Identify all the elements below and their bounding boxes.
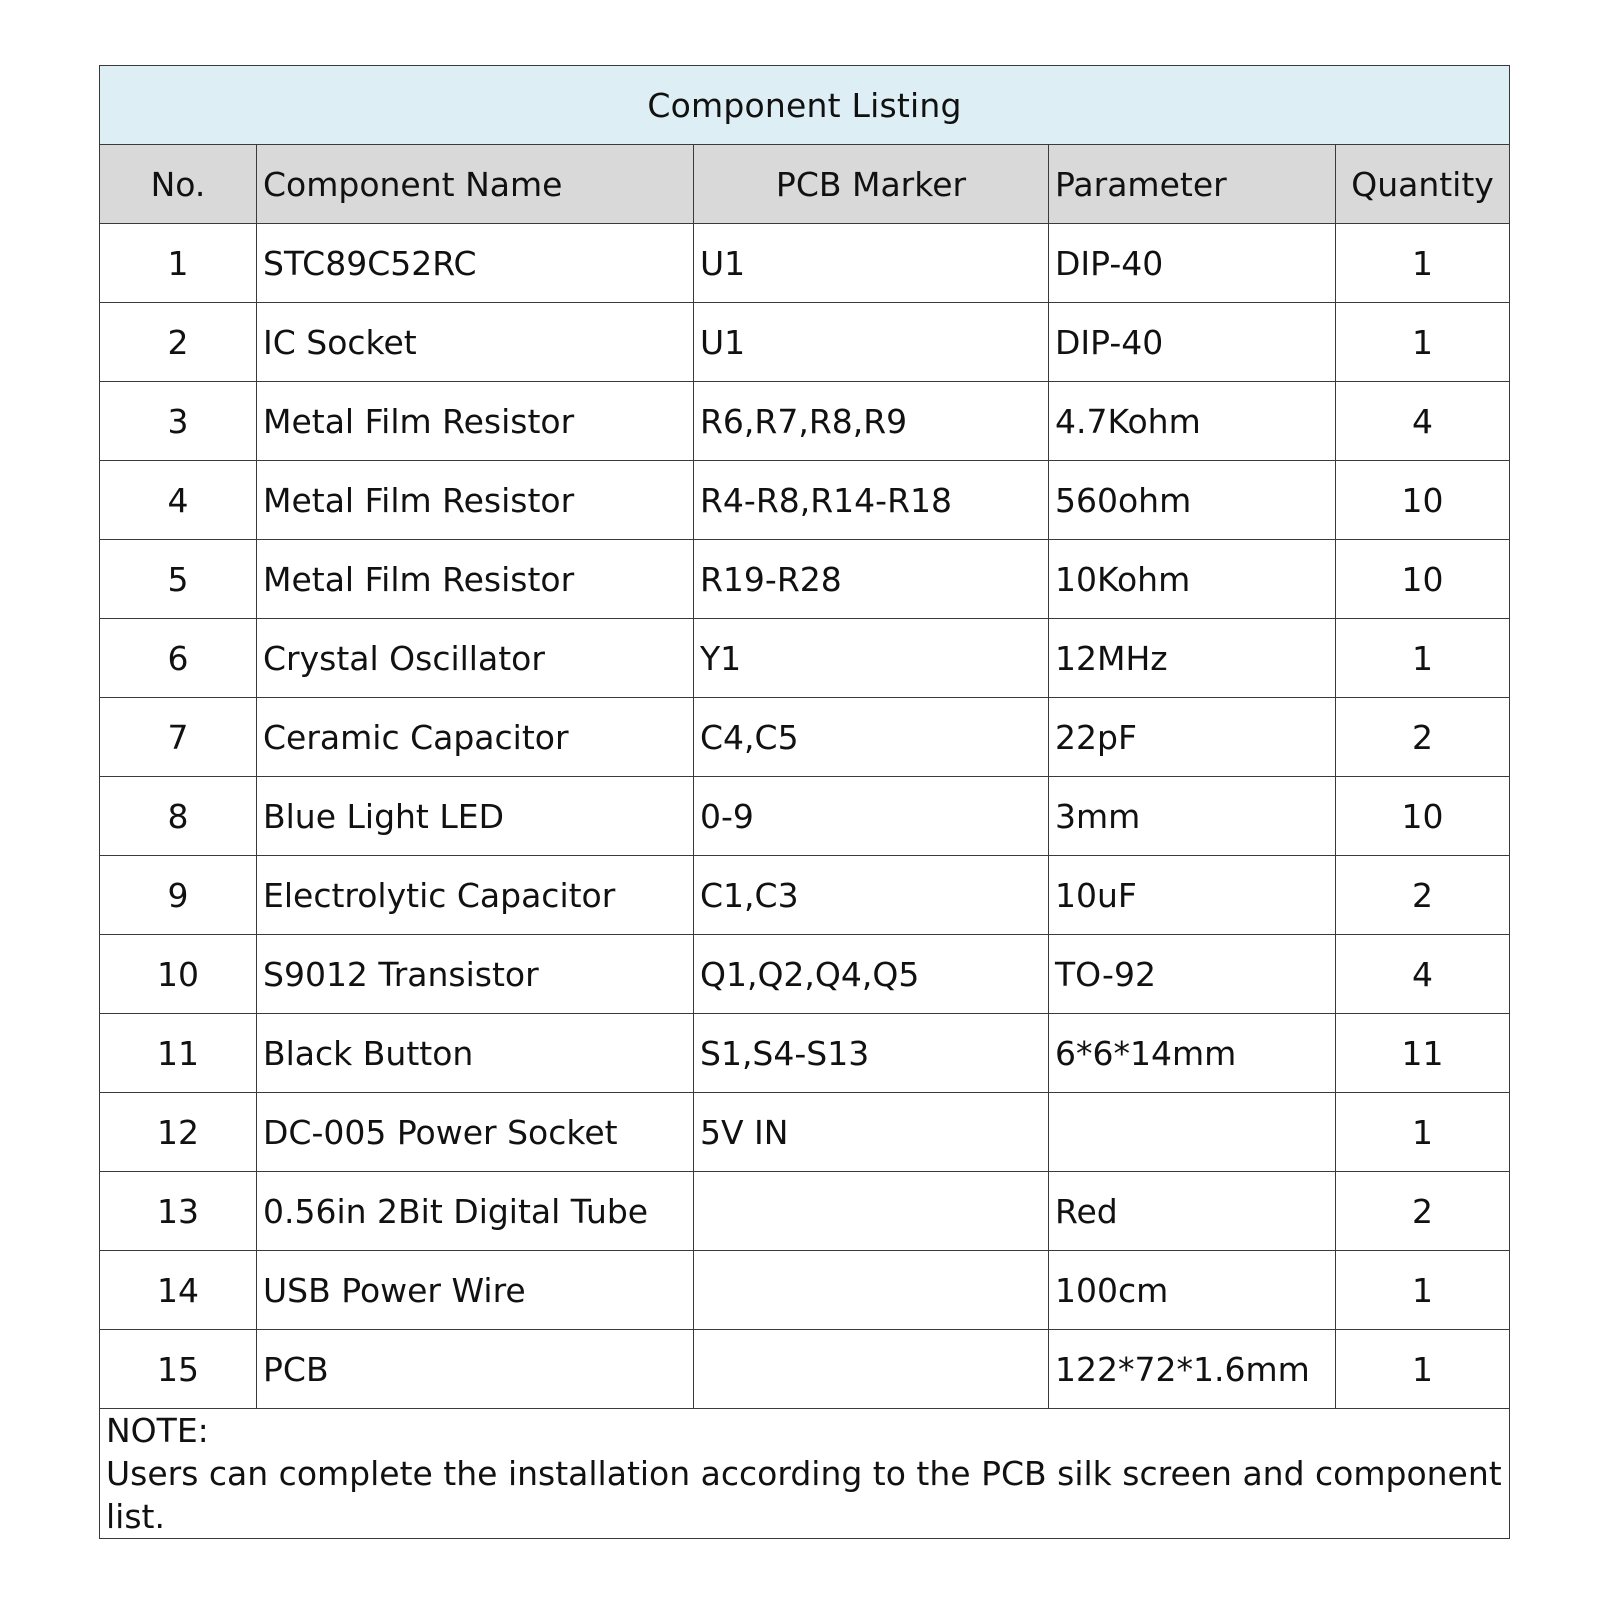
cell-quantity: 1 — [1336, 1251, 1510, 1330]
note-cell — [100, 1409, 1510, 1539]
cell-pcb-marker: 0-9 — [694, 777, 1049, 856]
cell-quantity: 4 — [1336, 382, 1510, 461]
cell-no: 8 — [100, 777, 257, 856]
cell-parameter: DIP-40 — [1049, 224, 1336, 303]
table-row — [100, 540, 1510, 619]
table-body — [100, 224, 1510, 1409]
cell-no: 15 — [100, 1330, 257, 1409]
cell-component-name: Metal Film Resistor — [257, 540, 694, 619]
cell-quantity: 10 — [1336, 777, 1510, 856]
table-row — [100, 1251, 1510, 1330]
cell-component-name: Metal Film Resistor — [257, 382, 694, 461]
cell-pcb-marker — [694, 1330, 1049, 1409]
cell-parameter: 22pF — [1049, 698, 1336, 777]
cell-parameter — [1049, 1093, 1336, 1172]
cell-no: 3 — [100, 382, 257, 461]
cell-no: 13 — [100, 1172, 257, 1251]
cell-quantity: 1 — [1336, 619, 1510, 698]
table-row — [100, 619, 1510, 698]
cell-component-name: USB Power Wire — [257, 1251, 694, 1330]
table-row — [100, 777, 1510, 856]
cell-parameter: TO-92 — [1049, 935, 1336, 1014]
cell-no: 14 — [100, 1251, 257, 1330]
cell-component-name: Crystal Oscillator — [257, 619, 694, 698]
table-row — [100, 1330, 1510, 1409]
cell-component-name: Ceramic Capacitor — [257, 698, 694, 777]
cell-no: 9 — [100, 856, 257, 935]
header-quantity: Quantity — [1336, 145, 1510, 224]
cell-no: 5 — [100, 540, 257, 619]
table-row — [100, 303, 1510, 382]
cell-parameter: 10Kohm — [1049, 540, 1336, 619]
cell-quantity: 2 — [1336, 698, 1510, 777]
cell-pcb-marker: Q1,Q2,Q4,Q5 — [694, 935, 1049, 1014]
header-component-name: Component Name — [257, 145, 694, 224]
cell-parameter: 560ohm — [1049, 461, 1336, 540]
table-title-row — [100, 66, 1510, 145]
cell-parameter: Red — [1049, 1172, 1336, 1251]
cell-quantity: 1 — [1336, 1330, 1510, 1409]
cell-quantity: 4 — [1336, 935, 1510, 1014]
table-row — [100, 461, 1510, 540]
cell-pcb-marker: U1 — [694, 224, 1049, 303]
cell-pcb-marker: Y1 — [694, 619, 1049, 698]
cell-no: 11 — [100, 1014, 257, 1093]
cell-quantity: 10 — [1336, 540, 1510, 619]
cell-parameter: 100cm — [1049, 1251, 1336, 1330]
table-header-row — [100, 145, 1510, 224]
cell-parameter: 12MHz — [1049, 619, 1336, 698]
cell-pcb-marker: R6,R7,R8,R9 — [694, 382, 1049, 461]
cell-parameter: 4.7Kohm — [1049, 382, 1336, 461]
note-label: NOTE: — [106, 1411, 209, 1450]
cell-parameter: 122*72*1.6mm — [1049, 1330, 1336, 1409]
cell-parameter: 10uF — [1049, 856, 1336, 935]
table-row — [100, 856, 1510, 935]
header-no: No. — [100, 145, 257, 224]
component-listing-sheet — [99, 65, 1509, 1539]
cell-pcb-marker: C1,C3 — [694, 856, 1049, 935]
cell-quantity: 10 — [1336, 461, 1510, 540]
cell-component-name: Metal Film Resistor — [257, 461, 694, 540]
note-text: Users can complete the installation according to the PCB silk screen and component list. — [106, 1454, 1502, 1536]
cell-parameter: DIP-40 — [1049, 303, 1336, 382]
cell-no: 2 — [100, 303, 257, 382]
cell-pcb-marker: R4-R8,R14-R18 — [694, 461, 1049, 540]
header-parameter: Parameter — [1049, 145, 1336, 224]
cell-pcb-marker: U1 — [694, 303, 1049, 382]
cell-quantity: 11 — [1336, 1014, 1510, 1093]
table-row — [100, 698, 1510, 777]
cell-no: 1 — [100, 224, 257, 303]
cell-no: 10 — [100, 935, 257, 1014]
cell-component-name: Blue Light LED — [257, 777, 694, 856]
table-row — [100, 224, 1510, 303]
cell-quantity: 2 — [1336, 1172, 1510, 1251]
cell-component-name: Electrolytic Capacitor — [257, 856, 694, 935]
cell-parameter: 6*6*14mm — [1049, 1014, 1336, 1093]
cell-component-name: PCB — [257, 1330, 694, 1409]
cell-quantity: 1 — [1336, 303, 1510, 382]
table-row — [100, 1093, 1510, 1172]
cell-no: 4 — [100, 461, 257, 540]
cell-pcb-marker — [694, 1172, 1049, 1251]
table-row — [100, 1014, 1510, 1093]
cell-component-name: 0.56in 2Bit Digital Tube — [257, 1172, 694, 1251]
cell-pcb-marker: 5V IN — [694, 1093, 1049, 1172]
cell-quantity: 2 — [1336, 856, 1510, 935]
cell-component-name: STC89C52RC — [257, 224, 694, 303]
cell-pcb-marker: R19-R28 — [694, 540, 1049, 619]
cell-pcb-marker: S1,S4-S13 — [694, 1014, 1049, 1093]
component-listing-table — [99, 65, 1510, 1539]
cell-no: 6 — [100, 619, 257, 698]
cell-no: 12 — [100, 1093, 257, 1172]
table-row — [100, 1172, 1510, 1251]
cell-component-name: S9012 Transistor — [257, 935, 694, 1014]
note-row — [100, 1409, 1510, 1539]
cell-quantity: 1 — [1336, 1093, 1510, 1172]
cell-component-name: DC-005 Power Socket — [257, 1093, 694, 1172]
table-title: Component Listing — [100, 66, 1510, 145]
table-row — [100, 935, 1510, 1014]
cell-no: 7 — [100, 698, 257, 777]
cell-pcb-marker — [694, 1251, 1049, 1330]
table-row — [100, 382, 1510, 461]
cell-component-name: IC Socket — [257, 303, 694, 382]
cell-quantity: 1 — [1336, 224, 1510, 303]
header-pcb-marker: PCB Marker — [694, 145, 1049, 224]
cell-pcb-marker: C4,C5 — [694, 698, 1049, 777]
cell-parameter: 3mm — [1049, 777, 1336, 856]
cell-component-name: Black Button — [257, 1014, 694, 1093]
